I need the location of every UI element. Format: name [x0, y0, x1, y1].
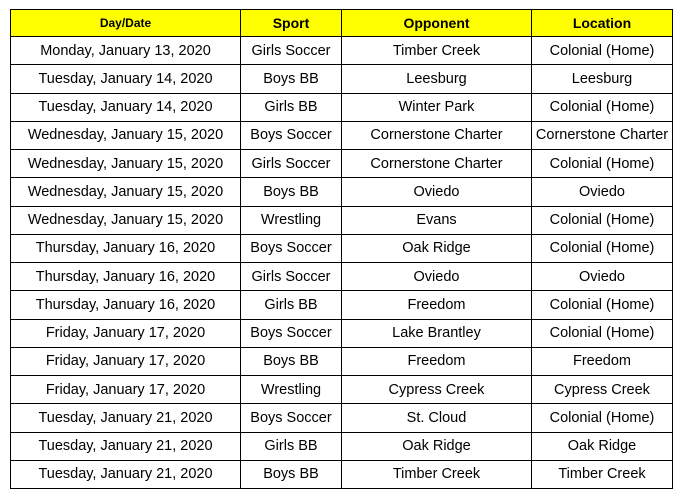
- cell-day-date: Thursday, January 16, 2020: [11, 234, 241, 262]
- table-body: [11, 37, 673, 489]
- cell-opponent: Cypress Creek: [342, 376, 532, 404]
- cell-location: Colonial (Home): [532, 291, 673, 319]
- cell-opponent: Oak Ridge: [342, 432, 532, 460]
- cell-day-date: Wednesday, January 15, 2020: [11, 150, 241, 178]
- table-row: [11, 234, 673, 262]
- table-row: [11, 432, 673, 460]
- cell-opponent: Cornerstone Charter: [342, 121, 532, 149]
- cell-day-date: Wednesday, January 15, 2020: [11, 121, 241, 149]
- cell-location: Timber Creek: [532, 460, 673, 488]
- table-row: [11, 404, 673, 432]
- schedule-table: [10, 9, 673, 489]
- table-row: [11, 263, 673, 291]
- cell-opponent: Freedom: [342, 347, 532, 375]
- cell-sport: Girls BB: [241, 93, 342, 121]
- cell-location: Colonial (Home): [532, 150, 673, 178]
- header-row: [11, 10, 673, 37]
- cell-day-date: Thursday, January 16, 2020: [11, 263, 241, 291]
- table-row: [11, 460, 673, 488]
- cell-location: Oak Ridge: [532, 432, 673, 460]
- cell-sport: Wrestling: [241, 376, 342, 404]
- cell-sport: Boys Soccer: [241, 121, 342, 149]
- cell-opponent: Leesburg: [342, 65, 532, 93]
- cell-location: Oviedo: [532, 263, 673, 291]
- cell-opponent: St. Cloud: [342, 404, 532, 432]
- cell-opponent: Lake Brantley: [342, 319, 532, 347]
- cell-location: Oviedo: [532, 178, 673, 206]
- cell-sport: Boys BB: [241, 65, 342, 93]
- table-row: [11, 65, 673, 93]
- cell-day-date: Thursday, January 16, 2020: [11, 291, 241, 319]
- table-row: [11, 206, 673, 234]
- cell-sport: Girls Soccer: [241, 37, 342, 65]
- cell-opponent: Oviedo: [342, 178, 532, 206]
- table-row: [11, 150, 673, 178]
- cell-location: Cornerstone Charter: [532, 121, 673, 149]
- cell-day-date: Tuesday, January 14, 2020: [11, 93, 241, 121]
- cell-location: Colonial (Home): [532, 234, 673, 262]
- cell-day-date: Wednesday, January 15, 2020: [11, 206, 241, 234]
- table-header: [11, 10, 673, 37]
- cell-opponent: Freedom: [342, 291, 532, 319]
- cell-sport: Girls Soccer: [241, 150, 342, 178]
- table-row: [11, 178, 673, 206]
- cell-location: Cypress Creek: [532, 376, 673, 404]
- cell-sport: Boys BB: [241, 347, 342, 375]
- cell-day-date: Tuesday, January 21, 2020: [11, 432, 241, 460]
- cell-location: Colonial (Home): [532, 93, 673, 121]
- cell-day-date: Friday, January 17, 2020: [11, 376, 241, 404]
- cell-day-date: Friday, January 17, 2020: [11, 319, 241, 347]
- table-row: [11, 347, 673, 375]
- cell-opponent: Oviedo: [342, 263, 532, 291]
- cell-location: Freedom: [532, 347, 673, 375]
- cell-sport: Wrestling: [241, 206, 342, 234]
- header-day-date: Day/Date: [11, 10, 241, 37]
- table-row: [11, 121, 673, 149]
- cell-location: Colonial (Home): [532, 404, 673, 432]
- table-row: [11, 37, 673, 65]
- cell-sport: Girls Soccer: [241, 263, 342, 291]
- header-location: Location: [532, 10, 673, 37]
- cell-opponent: Winter Park: [342, 93, 532, 121]
- cell-opponent: Timber Creek: [342, 37, 532, 65]
- cell-day-date: Monday, January 13, 2020: [11, 37, 241, 65]
- cell-sport: Girls BB: [241, 291, 342, 319]
- cell-opponent: Evans: [342, 206, 532, 234]
- cell-day-date: Tuesday, January 21, 2020: [11, 404, 241, 432]
- cell-day-date: Friday, January 17, 2020: [11, 347, 241, 375]
- table-row: [11, 319, 673, 347]
- cell-location: Leesburg: [532, 65, 673, 93]
- cell-sport: Boys Soccer: [241, 234, 342, 262]
- table-row: [11, 93, 673, 121]
- cell-opponent: Oak Ridge: [342, 234, 532, 262]
- cell-location: Colonial (Home): [532, 206, 673, 234]
- cell-sport: Boys BB: [241, 178, 342, 206]
- table-row: [11, 376, 673, 404]
- cell-day-date: Tuesday, January 21, 2020: [11, 460, 241, 488]
- cell-location: Colonial (Home): [532, 319, 673, 347]
- header-sport: Sport: [241, 10, 342, 37]
- cell-opponent: Cornerstone Charter: [342, 150, 532, 178]
- cell-sport: Girls BB: [241, 432, 342, 460]
- cell-sport: Boys Soccer: [241, 404, 342, 432]
- cell-sport: Boys BB: [241, 460, 342, 488]
- cell-location: Colonial (Home): [532, 37, 673, 65]
- table-row: [11, 291, 673, 319]
- cell-day-date: Wednesday, January 15, 2020: [11, 178, 241, 206]
- cell-opponent: Timber Creek: [342, 460, 532, 488]
- header-opponent: Opponent: [342, 10, 532, 37]
- cell-sport: Boys Soccer: [241, 319, 342, 347]
- cell-day-date: Tuesday, January 14, 2020: [11, 65, 241, 93]
